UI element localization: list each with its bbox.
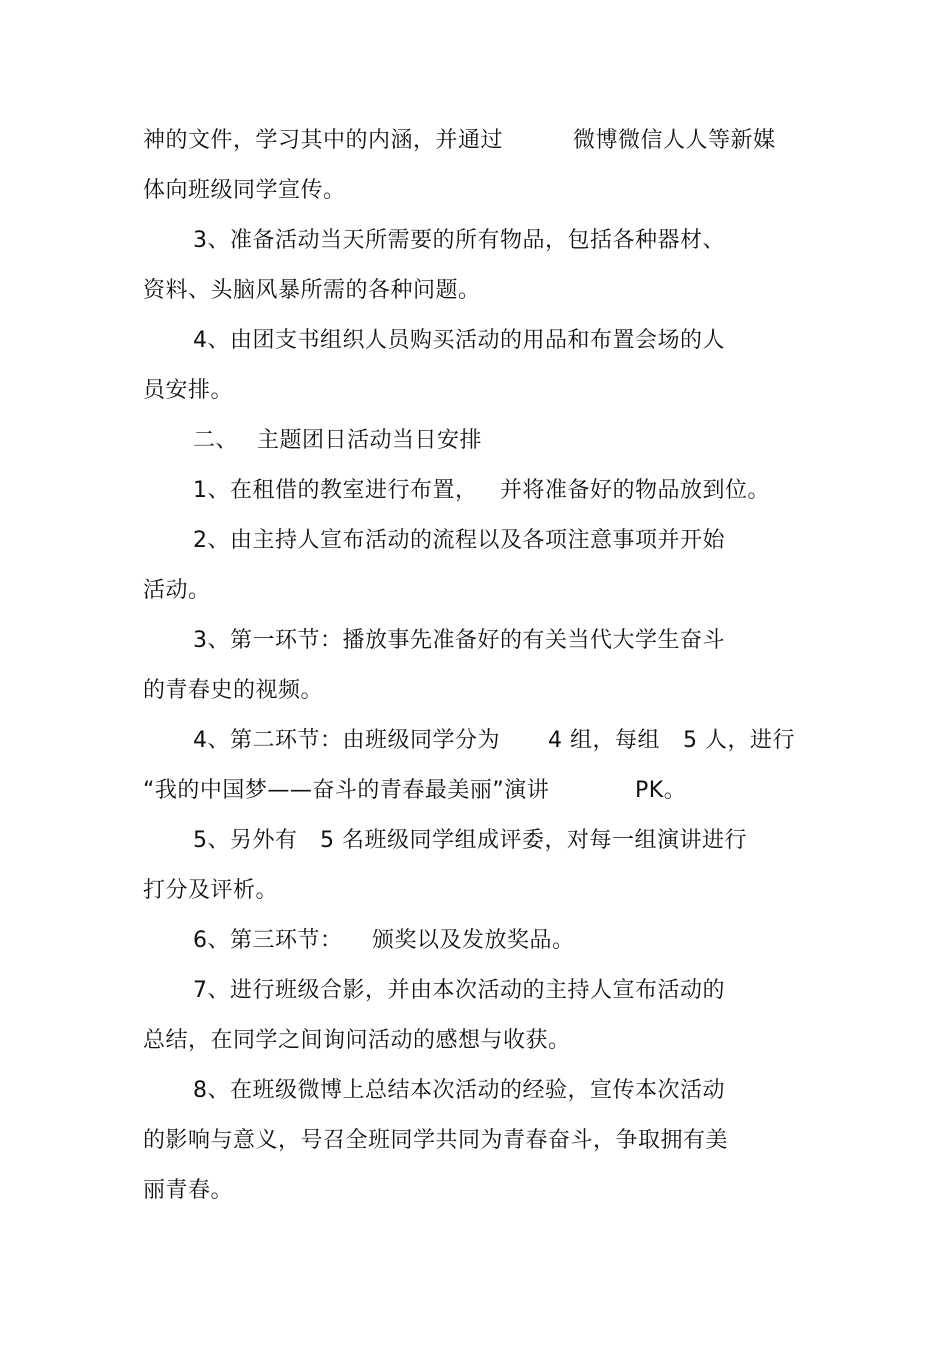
text-line: 总结，在同学之间询问活动的感想与收获。: [143, 1028, 571, 1053]
text-line: 微博微信人人等新媒: [573, 128, 776, 153]
text-line: 神的文件，学习其中的内涵，并通过: [143, 128, 504, 153]
text-line: 活动。: [143, 578, 211, 603]
text-line: 8、在班级微博上总结本次活动的经验，宣传本次活动: [193, 1078, 725, 1103]
text-line: 员安排。: [143, 378, 234, 403]
text-line: 并将准备好的物品放到位。: [500, 478, 771, 503]
text-line: 的青春史的视频。: [143, 678, 324, 703]
text-line: 4、第二环节：由班级同学分为: [193, 728, 500, 753]
text-line: 5 名班级同学组成评委，对每一组演讲进行: [320, 828, 747, 853]
text-line: 3、第一环节：播放事先准备好的有关当代大学生奋斗: [193, 628, 725, 653]
text-line: 颁奖以及发放奖品。: [372, 928, 575, 953]
text-line: 丽青春。: [143, 1178, 234, 1203]
text-line: 3、准备活动当天所需要的所有物品，包括各种器材、: [193, 228, 725, 253]
section-heading: 主题团日活动当日安排: [257, 428, 483, 453]
text-line: 5、另外有: [193, 828, 298, 853]
text-line: 打分及评析。: [143, 878, 279, 903]
text-line: 体向班级同学宣传。: [143, 178, 346, 203]
text-line: 4、由团支书组织人员购买活动的用品和布置会场的人: [193, 328, 725, 353]
text-line: 的影响与意义，号召全班同学共同为青春奋斗，争取拥有美: [143, 1128, 729, 1153]
text-line: 5 人，进行: [683, 728, 795, 753]
text-line: 2、由主持人宣布活动的流程以及各项注意事项并开始: [193, 528, 725, 553]
text-line: 1、在租借的教室进行布置，: [193, 478, 478, 503]
text-line: 资料、头脑风暴所需的各种问题。: [143, 278, 481, 303]
text-line: 6、第三环节：: [193, 928, 343, 953]
text-line: 7、进行班级合影，并由本次活动的主持人宣布活动的: [193, 978, 725, 1003]
text-line: “我的中国梦——奋斗的青春最美丽”演讲: [143, 778, 550, 803]
section-number: 二、: [193, 428, 239, 453]
text-line: PK。: [635, 778, 687, 803]
text-line: 4 组，每组: [548, 728, 660, 753]
